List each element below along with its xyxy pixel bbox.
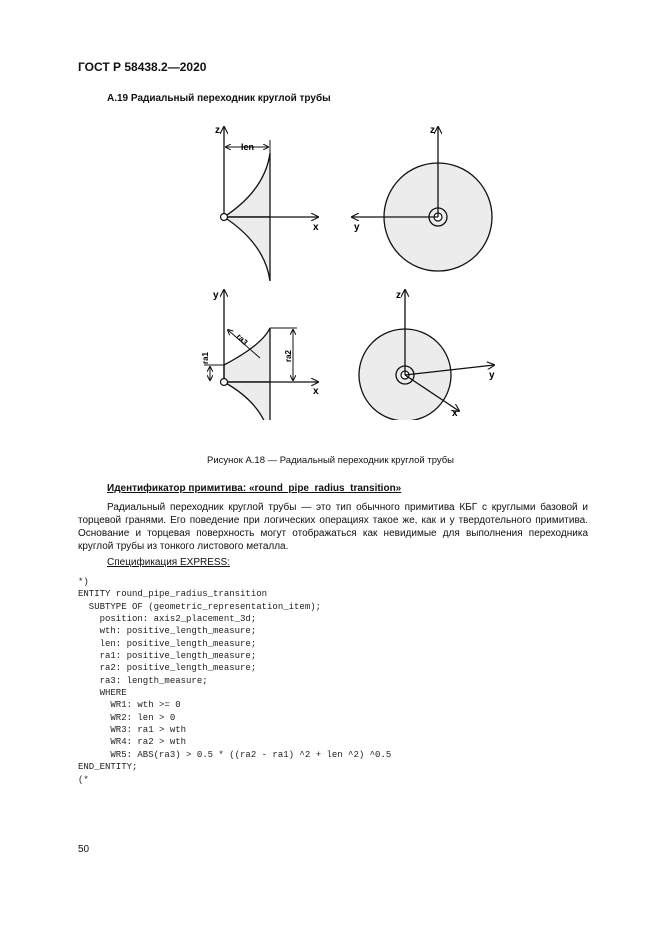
ra2-label: ra2	[284, 349, 293, 362]
len-label: len	[241, 142, 255, 152]
code-line: ra3: length_measure;	[78, 675, 208, 686]
transition-profile-lower-2	[224, 382, 270, 420]
code-line: WR1: wth >= 0	[78, 700, 181, 711]
code-line: WR3: ra1 > wth	[78, 725, 187, 736]
ra3-label: ra3	[234, 332, 250, 347]
end-view-top	[352, 125, 492, 271]
code-line: wth: positive_length_measure;	[78, 626, 257, 637]
figure-caption: Рисунок А.18 — Радиальный переходник круглой трубы	[206, 455, 454, 466]
ra1-label: ra1	[201, 351, 210, 364]
axis-y-label-4: y	[489, 370, 495, 381]
code-line: ENTITY round_pipe_radius_transition	[78, 589, 268, 600]
section-title: А.19 Радиальный переходник круглой трубы	[107, 93, 331, 104]
axis-z-label-1: z	[215, 125, 220, 136]
document-header: ГОСТ Р 58438.2—2020	[78, 60, 207, 74]
code-line: *)	[78, 577, 89, 587]
transition-profile-upper	[224, 153, 270, 217]
code-line: WR4: ra2 > wth	[78, 737, 187, 748]
end-view-bottom	[359, 290, 495, 420]
axis-x-label-3: x	[313, 386, 319, 397]
description-text: Радиальный переходник круглой трубы — это тип обычного примитива КБГ с круглыми базовой и торцевой гранями. Его поведение при логических операциях такое же, как и у твердотельного примитива. Основание и торцевая поверхность могут отображаться как невидимые для выполнения переходника круглой трубы из тонкого листового металла.	[78, 502, 588, 552]
axis-x-label-1: x	[313, 222, 319, 233]
side-view-top	[215, 125, 319, 281]
axis-z-label-4: z	[396, 290, 401, 301]
transition-profile-lower	[224, 217, 270, 281]
side-view-bottom	[201, 290, 319, 420]
figure-radial-transition	[190, 115, 510, 420]
axis-z-label-2: z	[430, 125, 435, 136]
code-line: WR2: len > 0	[78, 712, 176, 723]
code-line: SUBTYPE OF (geometric_representation_item);	[78, 601, 322, 612]
code-line: len: positive_length_measure;	[78, 638, 257, 649]
page-number: 50	[78, 844, 90, 855]
code-line: END_ENTITY;	[78, 762, 138, 773]
code-line: WHERE	[78, 688, 127, 699]
code-line: ra2: positive_length_measure;	[78, 663, 257, 674]
spec-heading: Спецификация EXPRESS:	[107, 557, 231, 568]
primitive-identifier: Идентификатор примитива: «round_pipe_radius_transition»	[107, 483, 402, 494]
code-line: ra1: positive_length_measure;	[78, 651, 257, 662]
axis-y-label-2: y	[354, 222, 360, 233]
axis-x-label-4: x	[452, 408, 458, 419]
express-code-block	[78, 576, 391, 786]
code-line: WR5: ABS(ra3) > 0.5 * ((ra2 - ra1) ^2 + len ^2) ^0.5	[78, 749, 392, 760]
axis-y-label-3: y	[213, 290, 219, 301]
code-line: (*	[78, 774, 89, 785]
code-line: position: axis2_placement_3d;	[78, 614, 257, 625]
transition-profile-upper-2	[224, 328, 270, 382]
description-paragraph	[78, 501, 588, 553]
